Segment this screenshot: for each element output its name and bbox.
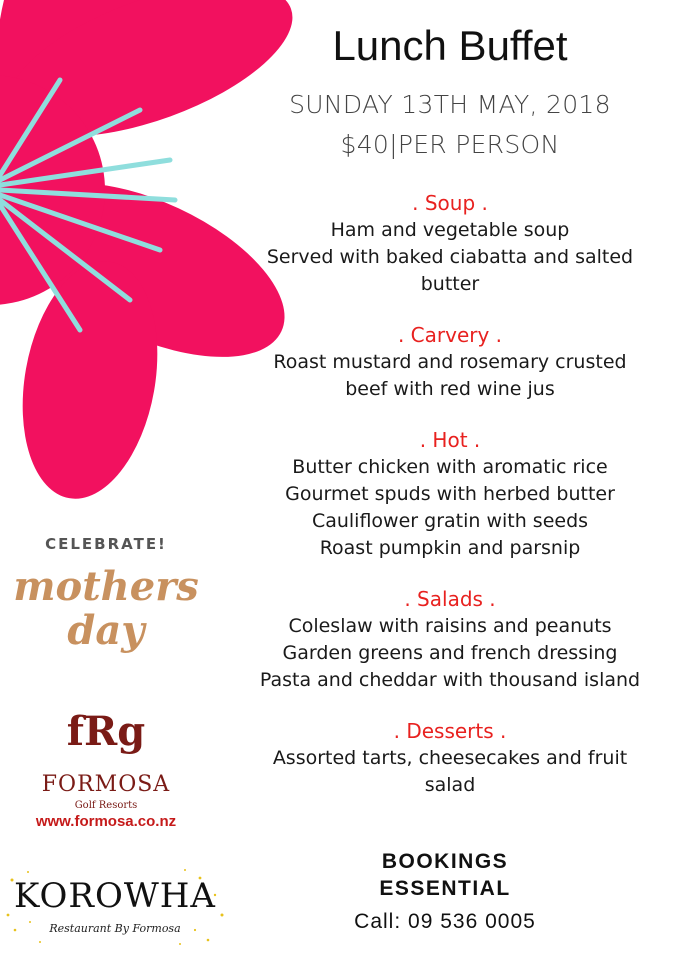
section-heading: . Hot .	[419, 428, 481, 452]
essential-line: ESSENTIAL	[379, 877, 511, 900]
mothers-text: mothers	[13, 563, 199, 610]
menu-item: Roast mustard and rosemary crusted	[273, 351, 627, 373]
menu	[230, 190, 670, 823]
page-title: Lunch Buffet	[332, 22, 568, 69]
menu-section-hot	[230, 427, 670, 562]
bookings-notice	[320, 848, 570, 902]
menu-section-salads	[230, 586, 670, 694]
formosa-name: FORMOSA	[41, 772, 171, 797]
menu-section-soup	[230, 190, 670, 298]
section-heading: . Salads .	[404, 587, 496, 611]
section-heading: . Carvery .	[397, 323, 503, 347]
menu-item: Cauliflower gratin with seeds	[311, 510, 589, 532]
menu-section-desserts	[230, 718, 670, 799]
korowha-tagline: Restaurant By Formosa	[49, 922, 181, 935]
menu-item: butter	[420, 273, 480, 295]
menu-item: Assorted tarts, cheesecakes and fruit	[272, 747, 628, 769]
menu-item: Garden greens and french dressing	[282, 642, 618, 664]
menu-item: Served with baked ciabatta and salted	[266, 246, 634, 268]
menu-item: Butter chicken with aromatic rice	[292, 456, 608, 478]
celebrate-label: CELEBRATE!	[45, 535, 167, 553]
event-date: SUNDAY 13TH MAY, 2018	[289, 90, 611, 119]
mothers-day-badge	[6, 500, 206, 675]
formosa-url-link[interactable]: www.formosa.co.nz	[35, 813, 177, 830]
menu-section-carvery	[230, 322, 670, 403]
menu-item: Roast pumpkin and parsnip	[319, 537, 581, 559]
menu-item: Pasta and cheddar with thousand island	[259, 669, 641, 691]
call-phone[interactable]: Call: 09 536 0005	[354, 910, 536, 933]
mothers-day-text	[6, 565, 206, 653]
formosa-subtitle: Golf Resorts	[74, 800, 138, 811]
menu-item: Ham and vegetable soup	[330, 219, 570, 241]
korowha-logo-block	[0, 860, 230, 950]
section-heading: . Soup .	[412, 191, 488, 215]
menu-item: salad	[424, 774, 476, 796]
menu-item: Gourmet spuds with herbed butter	[285, 483, 615, 505]
price: $40|PER PERSON	[340, 130, 560, 159]
formosa-monogram-icon	[66, 695, 146, 767]
svg-text:fRg: fRg	[66, 708, 146, 755]
flower-illustration	[0, 0, 260, 470]
day-text: day	[67, 607, 145, 654]
menu-item: beef with red wine jus	[345, 378, 555, 400]
menu-item: Coleslaw with raisins and peanuts	[288, 615, 612, 637]
section-heading: . Desserts .	[393, 719, 507, 743]
korowha-name: KOROWHA	[14, 876, 216, 916]
formosa-logo-block	[6, 690, 206, 840]
bookings-line: BOOKINGS	[381, 850, 509, 873]
